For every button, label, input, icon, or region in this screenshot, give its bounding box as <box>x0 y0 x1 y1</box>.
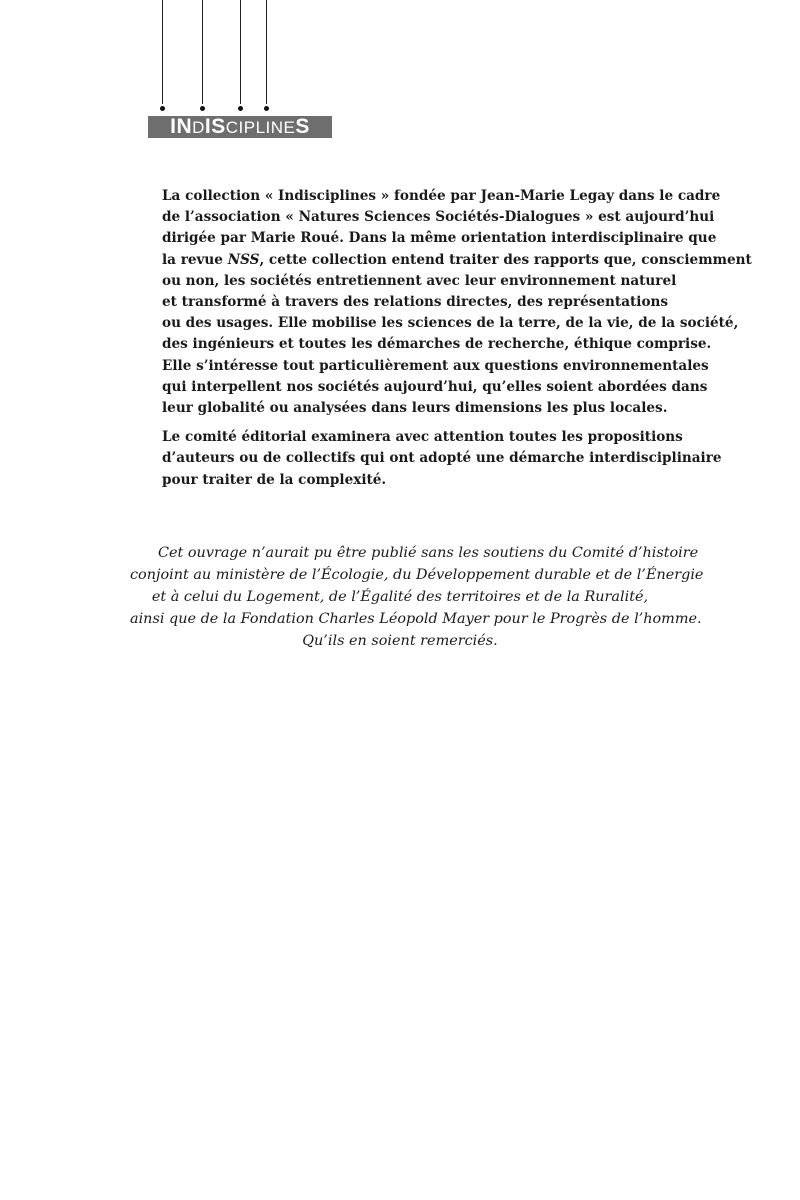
text-line: d’auteurs ou de collectifs qui ont adopté une démarche interdisciplinaire <box>162 450 722 467</box>
logo-line-4 <box>266 0 267 104</box>
logo-dot-4 <box>264 106 269 111</box>
presentation-paragraph-1 <box>162 186 752 419</box>
text-line: qui interpellent nos sociétés aujourd’hui, qu’elles soient abordées dans <box>162 378 708 395</box>
text-line: pour traiter de la complexité. <box>162 471 387 488</box>
logo-dot-1 <box>160 106 165 111</box>
journal-name: NSS <box>227 251 260 268</box>
text-line: conjoint au ministère de l’Écologie, du Développement durable et de l’Énergie <box>130 567 704 583</box>
text-line: ou des usages. Elle mobilise les sciences de la terre, de la vie, de la société, <box>162 315 739 332</box>
text-line: La collection « Indisciplines » fondée par Jean-Marie Legay dans le cadre <box>162 188 721 204</box>
logo-dot-2 <box>200 106 205 111</box>
logo-wordmark: INDISCIPLINES <box>170 116 310 138</box>
logo-wordmark-bar <box>148 116 332 138</box>
text-line: ou non, les sociétés entretiennent avec leur environnement naturel <box>162 272 677 289</box>
text-line: et transformé à travers des relations directes, des représentations <box>162 294 669 311</box>
text-line: Qu’ils en soient remerciés. <box>302 633 498 649</box>
text-line: de l’association « Natures Sciences Sociétés-Dialogues » est aujourd’hui <box>162 209 715 226</box>
logo-line-3 <box>240 0 241 104</box>
text-line: Elle s’intéresse tout particulièrement aux questions environnementales <box>162 357 709 374</box>
text-line: Cet ouvrage n’aurait pu être publié sans les soutiens du Comité d’histoire <box>158 545 699 561</box>
text-line: leur globalité ou analysées dans leurs dimensions les plus locales. <box>162 400 668 417</box>
logo-line-2 <box>202 0 203 104</box>
collection-presentation <box>162 186 752 491</box>
presentation-paragraph-2 <box>162 427 722 491</box>
text-line: ainsi que de la Fondation Charles Léopold Mayer pour le Progrès de l’homme. <box>130 611 702 627</box>
logo-dot-3 <box>238 106 243 111</box>
logo-line-1 <box>162 0 163 104</box>
text-line: la revue NSS, cette collection entend traiter des rapports que, consciemment <box>162 251 752 268</box>
text-line: dirigée par Marie Roué. Dans la même orientation interdisciplinaire que <box>162 230 717 247</box>
collection-logo <box>0 0 800 150</box>
text-line: et à celui du Logement, de l’Égalité des territoires et de la Ruralité, <box>151 589 649 605</box>
acknowledgement <box>130 542 704 652</box>
text-line: Le comité éditorial examinera avec attention toutes les propositions <box>162 429 683 446</box>
text-line: des ingénieurs et toutes les démarches de recherche, éthique comprise. <box>162 336 712 353</box>
